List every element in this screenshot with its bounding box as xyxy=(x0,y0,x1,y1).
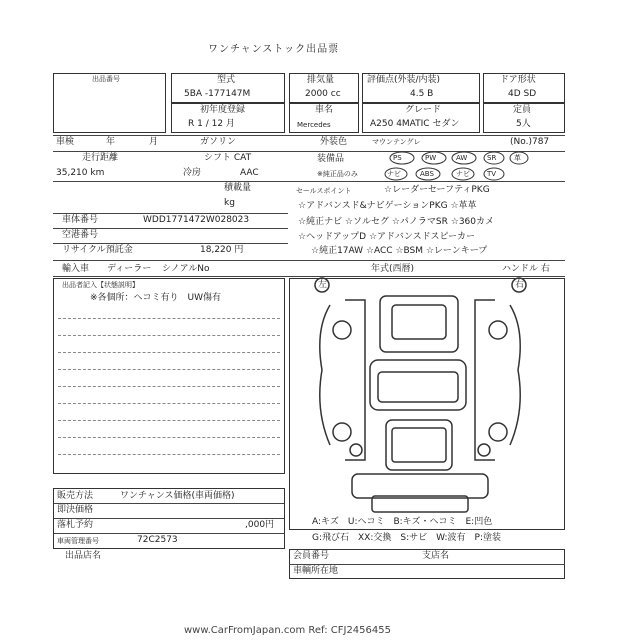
equip-pw: PW xyxy=(425,154,437,162)
chassis-value: WDD1771472W028023 xyxy=(143,215,250,225)
exterior-color-label: 外装色 xyxy=(320,137,348,147)
load-capacity-unit: kg xyxy=(224,198,235,208)
capacity-label: 定員 xyxy=(513,105,532,115)
notes-line-1: ※各個所：ヘコミ有り UW傷有 xyxy=(90,293,222,303)
inspection-label: 車検 xyxy=(56,137,75,147)
sales-point-line-2: ☆アドバンスド&ナビゲーションPKG ☆革革 xyxy=(298,201,477,211)
reservation-label: 落札予約 xyxy=(57,520,94,530)
grade-score-label: 評価点(外装/内装) xyxy=(367,75,441,85)
door-type-value: 4D SD xyxy=(508,89,537,99)
car-name-label: 車名 xyxy=(315,105,334,115)
chassis-label: 車体番号 xyxy=(62,215,99,225)
car-name-value: Mercedes xyxy=(297,121,331,129)
equipment-label: 装備品 xyxy=(317,154,345,164)
reservation-value: ,000円 xyxy=(245,520,275,530)
instant-price-label: 即決価格 xyxy=(57,505,94,515)
genuine-only-label: ※純正品のみ xyxy=(317,170,358,178)
handle-label: ハンドル 右 xyxy=(502,264,550,274)
management-number-label: 車両管理番号 xyxy=(57,537,99,545)
grade-score-value: 4.5 B xyxy=(410,89,434,99)
equip-navi-2: ナビ xyxy=(456,170,470,178)
inspection-month: 月 xyxy=(149,137,159,147)
legend-line-1: A:キズ U:ヘコミ B:キズ・ヘコミ E:凹色 xyxy=(312,517,493,527)
watermark: www.CarFromJapan.com Ref: CFJ2456455 xyxy=(184,625,391,636)
recycle-label: リサイクル預託金 xyxy=(62,245,133,255)
aircon-label: 冷房 xyxy=(183,168,202,178)
sales-method-label: 販売方法 xyxy=(57,491,94,501)
door-type-label: ドア形状 xyxy=(500,75,536,85)
displacement-value: 2000 cc xyxy=(305,89,341,99)
sales-point-line-3: ☆純正ナビ ☆ソルセグ ☆パノラマSR ☆360カメ xyxy=(298,217,495,227)
sales-point-line-5: ☆純正17AW ☆ACC ☆BSM ☆レーンキープ xyxy=(311,246,488,256)
shinsha-value: シノアルNo xyxy=(162,264,210,274)
shift-label: シフト CAT xyxy=(204,153,252,163)
sales-point-line-4: ☆ヘッドアップD ☆アドバンスドスピーカー xyxy=(298,232,475,242)
displacement-label: 排気量 xyxy=(307,75,335,85)
notes-header: 出品者記入【状態説明】 xyxy=(62,281,139,289)
legend-line-2: G:飛び石 XX:交換 S:サビ W:波有 P:塗装 xyxy=(312,533,501,543)
model-code-label: 型式 xyxy=(217,75,236,85)
model-code-value: 5BA -177147M xyxy=(184,89,251,99)
sales-point-label: セールスポイント xyxy=(296,187,352,195)
first-reg-value: R 1 / 12 月 xyxy=(188,119,235,129)
grade-value: A250 4MATIC セダン xyxy=(370,119,460,129)
price-box xyxy=(53,488,285,549)
mileage-label: 走行距離 xyxy=(82,153,119,163)
sheet-title: ワンチャンストック出品票 xyxy=(208,44,340,55)
branch-label: 支店名 xyxy=(422,551,450,561)
sales-point-line-1: ☆レーダーセーフティPKG xyxy=(384,185,490,195)
equip-ps: PS xyxy=(393,154,402,162)
equip-aw: AW xyxy=(456,154,468,162)
recycle-value: 18,220 円 xyxy=(200,245,244,255)
equip-tv: TV xyxy=(487,170,497,178)
member-number-label: 会員番号 xyxy=(293,551,330,561)
lot-number-label: 出品番号 xyxy=(92,75,120,83)
diagram-left-mark: 左 xyxy=(318,280,328,290)
diagram-right-mark: 右 xyxy=(515,280,525,290)
capacity-value: 5人 xyxy=(516,119,531,129)
equip-sr: SR xyxy=(487,154,497,162)
color-number: (No.)787 xyxy=(510,137,550,147)
airport-number-label: 空港番号 xyxy=(62,230,99,240)
first-reg-label: 初年度登録 xyxy=(200,105,246,115)
mileage-value: 35,210 km xyxy=(56,168,105,178)
equip-abs: ABS xyxy=(420,170,434,178)
load-capacity-label: 積載量 xyxy=(224,183,252,193)
aircon-value: AAC xyxy=(240,168,259,178)
inspection-year: 年 xyxy=(106,137,116,147)
vehicle-location-label: 車輌所在地 xyxy=(293,566,339,576)
dealer-value: ディーラー xyxy=(107,264,152,274)
import-label: 輸入車 xyxy=(62,264,90,274)
seller-shop-label: 出品店名 xyxy=(65,551,102,561)
equip-navi: ナビ xyxy=(387,170,401,178)
exterior-color-value: マウンテングレ xyxy=(372,138,421,146)
management-number-value: 72C2573 xyxy=(137,535,178,545)
fuel-value: ガソリン xyxy=(200,137,237,147)
model-year-label: 年式(西暦) xyxy=(371,264,415,274)
equip-leather: 革 xyxy=(514,154,521,162)
grade-label: グレード xyxy=(405,105,442,115)
sales-method-value: ワンチャンス価格(車両価格) xyxy=(120,491,235,501)
